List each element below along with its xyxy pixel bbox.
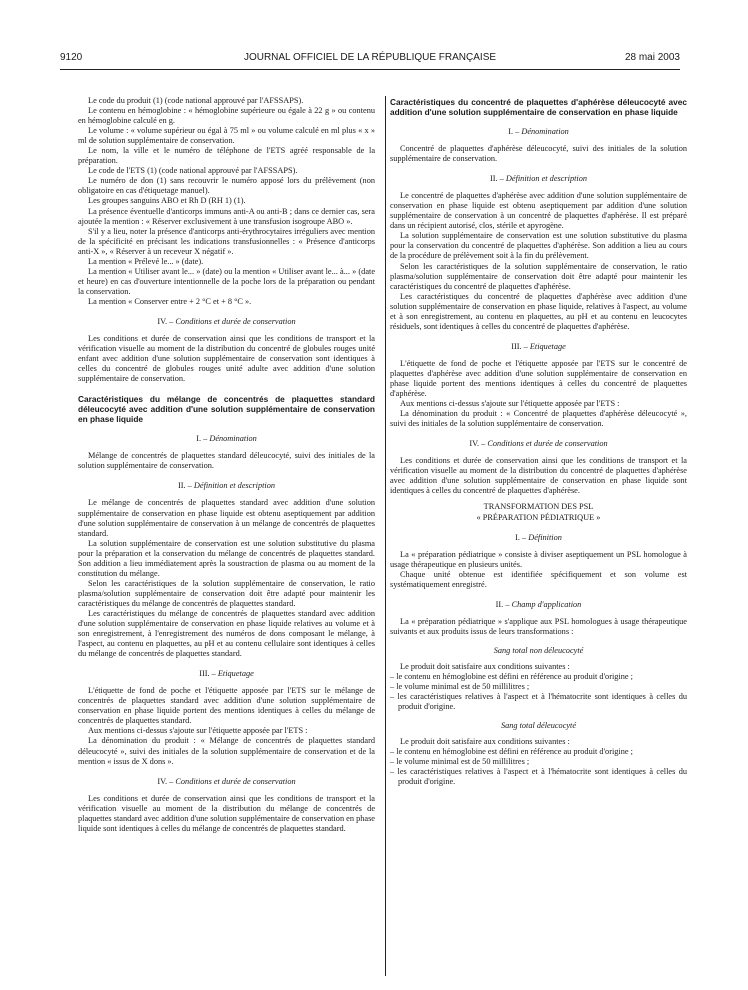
paragraph: Aux mentions ci-dessus s'ajoute sur l'étiquette apposée par l'ETS : — [400, 399, 620, 409]
list-item: – les caractéristiques relatives à l'aspect et à l'hématocrite sont identiques à celles du produit d'origine. — [390, 767, 687, 787]
paragraph: Les caractéristiques du concentré de plaquettes d'aphérèse avec addition d'une solution supplémentaire de conservation en phase liquide, relatives à l'aspect, au volume et à son enregistrement, au contenu en plaquettes, au pH et au contenu en leucocytes résiduels, sont identiques à celles du concentré de plaquettes d'aphérèse. — [390, 291, 687, 331]
section-heading: IV. – Conditions et durée de conservation — [157, 316, 296, 326]
section-heading: II. – Définition et description — [489, 174, 588, 184]
paragraph: La solution supplémentaire de conservation est une solution substitutive du plasma pour la conservation du concentré de plaquettes d'aphérèse. Son addition a lieu au cours de la procédure de prélèvement soit à la fin du prélèvement. — [390, 231, 687, 261]
paragraph: L'étiquette de fond de poche et l'étiquette apposée par l'ETS sur le mélange de concentrés de plaquettes standard avec addition d'une solution supplémentaire de conservation en phase liquide portent des mentions identiques à celles du mélange de concentrés de plaquettes standard. — [78, 686, 375, 726]
paragraph: Les conditions et durée de conservation ainsi que les conditions de transport et la vérification visuelle au moment de la distribution du mélange de concentrés de plaquettes standard avec addition d'une solution supplémentaire de conservation en phase liquide sont identiques à celles du mélange de concentrés de plaquettes standard. — [78, 793, 375, 833]
paragraph: La « préparation pédiatrique » consiste à diviser aseptiquement un PSL homologue à usage thérapeutique en plusieurs unités. — [390, 549, 687, 569]
paragraph: Le code du produit (1) (code national approuvé par l'AFSSAPS). — [88, 96, 304, 105]
paragraph: Les groupes sanguins ABO et Rh D (RH 1) (1). — [88, 196, 246, 206]
list-item: – le contenu en hémoglobine est défini en référence au produit d'origine ; — [390, 747, 633, 757]
transformation-subtitle: « PRÉPARATION PÉDIATRIQUE » — [476, 512, 601, 522]
paragraph: Le concentré de plaquettes d'aphérèse avec addition d'une solution supplémentaire de conservation en phase liquide est obtenu aseptiquement par addition d'une solution supplémentaire de conservation à un concentré de plaquettes d'aphérèse. Il est préparé dans un récipient autorisé, clos, stérile et apyrogène. — [390, 191, 687, 231]
paragraph: S'il y a lieu, noter la présence d'anticorps anti-érythrocytaires irréguliers avec mention de la spécificité en précisant les indications transfusionnelles : « Présence d'anticorps anti-X », « Réserver à un receveur X négatif ». — [78, 226, 375, 256]
section-heading: I. – Dénomination — [196, 434, 257, 444]
paragraph: Le mélange de concentrés de plaquettes standard avec addition d'une solution supplémentaire de conservation en phase liquide est obtenu aseptiquement par addition d'une solution supplémentaire de conservation à un mélange de concentrés de plaquettes standard. — [78, 498, 375, 538]
section-heading: IV. – Conditions et durée de conservation — [469, 439, 608, 449]
left-column — [78, 96, 375, 976]
list-item: – le volume minimal est de 50 millilitres ; — [390, 682, 530, 692]
paragraph: Aux mentions ci-dessus s'ajoute sur l'étiquette apposée par l'ETS : — [88, 726, 308, 736]
paragraph: Chaque unité obtenue est identifiée spécifiquement et son volume est systématiquement enregistré. — [390, 569, 687, 589]
paragraph: Le code de l'ETS (1) (code national approuvé par l'AFSSAPS). — [88, 166, 298, 176]
paragraph: L'étiquette de fond de poche et l'étiquette apposée par l'ETS sur le concentré de plaquettes d'aphérèse avec addition d'une solution supplémentaire de conservation en phase liquide portent des mentions identiques à celles du concentré de plaquettes d'aphérèse. — [390, 358, 687, 399]
subsection-heading: Sang total déleucocyté — [500, 721, 577, 731]
transformation-title: TRANSFORMATION DES PSL — [483, 502, 594, 512]
paragraph: La mention « Conserver entre + 2 °C et + 8 °C ». — [88, 296, 252, 306]
right-column — [390, 97, 687, 977]
list-item: – le volume minimal est de 50 millilitres ; — [390, 757, 530, 767]
list-item: – le contenu en hémoglobine est défini en référence au produit d'origine ; — [390, 672, 633, 682]
paragraph: Les conditions et durée de conservation ainsi que les conditions de transport et la vérification visuelle au moment de la distribution du concentré de plaquettes d'aphérèse avec addition d'une solution supplémentaire de conservation en phase liquide sont identiques à celles du concentré de plaquettes d'aphérèse. — [390, 456, 687, 496]
paragraph: Le produit doit satisfaire aux conditions suivantes : — [400, 661, 570, 671]
page-number: 9120 — [60, 52, 83, 63]
subsection-heading: Sang total non déleucocyté — [493, 645, 584, 655]
section-heading: II. – Champ d'application — [495, 599, 582, 609]
bold-heading: Caractéristiques du mélange de concentrés de plaquettes standard déleucocyté avec addition d'une solution supplémentaire de conservation en phase liquide — [78, 394, 375, 425]
paragraph: La présence éventuelle d'anticorps immuns anti-A ou anti-B ; dans ce dernier cas, sera ajoutée la mention : « Réserver exclusivement à une transfusion isogroupe ABO ». — [78, 206, 375, 226]
paragraph: Les caractéristiques du mélange de concentrés de plaquettes standard avec addition d'une solution supplémentaire de conservation en phase liquide relatives au volume et à son enregistrement, à l'enregistrement des numéros de dons composant le mélange, à l'aspect, au contenu en plaquettes, au pH et au contenu cellulaire sont identiques à celles du mélange de concentrés de plaquettes standard. — [78, 608, 375, 659]
paragraph: Selon les caractéristiques de la solution supplémentaire de conservation, le ratio plasma/solution supplémentaire de conservation doit être adapté pour maintenir les caractéristiques du mélange de concentrés de plaquettes standard. — [78, 578, 375, 608]
paragraph: Le nom, la ville et le numéro de téléphone de l'ETS agréé responsable de la préparation. — [78, 146, 375, 166]
paragraph: La dénomination du produit : « Mélange de concentrés de plaquettes standard déleucocyté », suivi des initiales de la solution supplémentaire de conservation et de la mention « issus de X dons ». — [78, 736, 375, 766]
paragraph: Les conditions et durée de conservation ainsi que les conditions de transport et la vérification visuelle au moment de la distribution du concentré de globules rouges unité enfant avec addition d'une solution supplémentaire de conservation sont identiques à celles du concentré de globules rouges unité adulte avec addition d'une solution supplémentaire de conservation. — [78, 334, 375, 384]
section-heading: II. – Définition et description — [177, 481, 276, 491]
paragraph: Le volume : « volume supérieur ou égal à 75 ml » ou volume calculé en ml plus « x » ml de solution supplémentaire de conservation. — [78, 126, 375, 146]
section-heading: I. – Dénomination — [508, 127, 569, 136]
journal-title: JOURNAL OFFICIEL DE LA RÉPUBLIQUE FRANÇAISE — [243, 52, 497, 63]
header-rule — [60, 69, 680, 70]
section-heading: IV. – Conditions et durée de conservation — [157, 776, 296, 786]
paragraph: Le produit doit satisfaire aux conditions suivantes : — [400, 737, 570, 747]
section-heading: III. – Etiquetage — [199, 669, 254, 679]
list-item: – les caractéristiques relatives à l'aspect et à l'hématocrite sont identiques à celles du produit d'origine. — [390, 692, 687, 712]
paragraph: Concentré de plaquettes d'aphérèse déleucocyté, suivi des initiales de la solution supplémentaire de conservation. — [390, 144, 687, 164]
section-heading: III. – Etiquetage — [511, 341, 566, 351]
page-header — [60, 52, 680, 66]
bold-heading: Caractéristiques du concentré de plaquettes d'aphérèse déleucocyté avec addition d'une solution supplémentaire de conservation en phase liquide — [390, 97, 687, 117]
issue-date: 28 mai 2003 — [624, 52, 680, 63]
paragraph: Le numéro de don (1) sans recouvrir le numéro apposé lors du prélèvement (non obligatoire en cas d'étiquetage manuel). — [78, 176, 375, 196]
column-separator — [385, 96, 386, 976]
paragraph: La dénomination du produit : « Concentré de plaquettes d'aphérèse déleucocyté », suivi des initiales de la solution supplémentaire de conservation. — [390, 409, 687, 429]
paragraph: La mention « Utiliser avant le... » (date) ou la mention « Utiliser avant le... à... » (date et heure) en cas d'ouverture intentionnelle de la poche lors de la préparation ou pendant la conservation. — [78, 266, 375, 296]
paragraph: La mention « Prélevé le... » (date). — [88, 256, 204, 266]
section-heading: I. – Définition — [515, 532, 562, 542]
paragraph: La « préparation pédiatrique » s'applique aux PSL homologues à usage thérapeutique suivants et aux produits issus de leurs transformations : — [390, 616, 687, 636]
paragraph: Mélange de concentrés de plaquettes standard déleucocyté, suivi des initiales de la solution supplémentaire de conservation. — [78, 451, 375, 471]
paragraph: Le contenu en hémoglobine : « hémoglobine supérieure ou égale à 22 g » ou contenu en hémoglobine calculé en g. — [78, 106, 375, 126]
paragraph: Selon les caractéristiques de la solution supplémentaire de conservation, le ratio plasma/solution supplémentaire de conservation doit être adapté pour maintenir les caractéristiques du concentré de plaquettes d'aphérèse. — [390, 261, 687, 291]
paragraph: La solution supplémentaire de conservation est une solution substitutive du plasma pour la préparation et la conservation du mélange de concentrés de plaquettes standard. Son addition a lieu immédiatement après la soustraction de plasma ou au moment de la constitution du mélange. — [78, 538, 375, 578]
